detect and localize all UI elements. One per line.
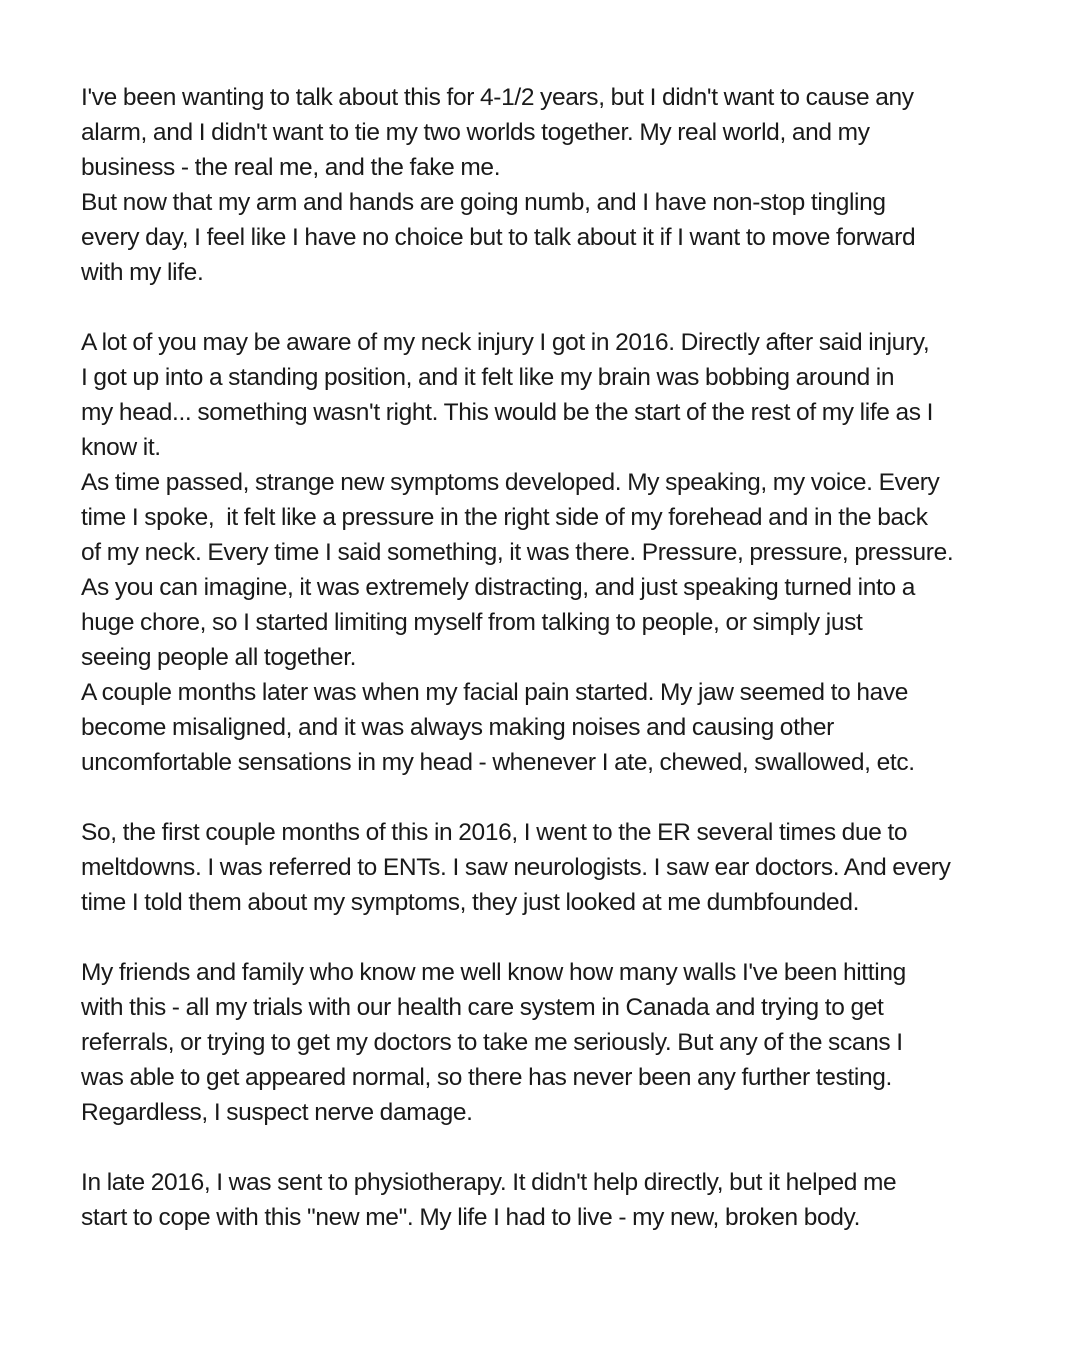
text-line: time I spoke, it felt like a pressure in the right side of my forehead and in the back (81, 504, 928, 531)
text-line: A couple months later was when my facial pain started. My jaw seemed to have (81, 679, 909, 706)
paragraph-break (81, 1130, 1001, 1165)
text-line: of my neck. Every time I said something, it was there. Pressure, pressure, pressure. (81, 539, 954, 566)
text-line: with my life. (81, 259, 204, 286)
text-line: As time passed, strange new symptoms developed. My speaking, my voice. Every (81, 469, 940, 496)
text-line: was able to get appeared normal, so there has never been any further testing. (81, 1064, 892, 1091)
text-line: In late 2016, I was sent to physiotherapy. It didn't help directly, but it helped me (81, 1169, 897, 1196)
text-line: become misaligned, and it was always making noises and causing other (81, 714, 834, 741)
text-line: with this - all my trials with our health care system in Canada and trying to get (81, 994, 884, 1021)
text-line: meltdowns. I was referred to ENTs. I saw neurologists. I saw ear doctors. And every (81, 854, 951, 881)
paragraph-break (81, 920, 1001, 955)
text-line: every day, I feel like I have no choice but to talk about it if I want to move forward (81, 224, 916, 251)
text-line: uncomfortable sensations in my head - whenever I ate, chewed, swallowed, etc. (81, 749, 915, 776)
text-line: A lot of you may be aware of my neck injury I got in 2016. Directly after said injury, (81, 329, 930, 356)
text-line: But now that my arm and hands are going numb, and I have non-stop tingling (81, 189, 886, 216)
text-line: As you can imagine, it was extremely distracting, and just speaking turned into a (81, 574, 915, 601)
text-line: start to cope with this "new me". My life I had to live - my new, broken body. (81, 1204, 861, 1231)
text-line: my head... something wasn't right. This would be the start of the rest of my life as I (81, 399, 934, 426)
text-line: I've been wanting to talk about this for 4-1/2 years, but I didn't want to cause any (81, 84, 914, 111)
text-line: huge chore, so I started limiting myself from talking to people, or simply just (81, 609, 863, 636)
text-line: referrals, or trying to get my doctors to take me seriously. But any of the scans I (81, 1029, 903, 1056)
text-line: alarm, and I didn't want to tie my two worlds together. My real world, and my (81, 119, 870, 146)
paragraph-break (81, 780, 1001, 815)
text-line: seeing people all together. (81, 644, 357, 671)
document-body (81, 80, 1001, 1235)
text-line: So, the first couple months of this in 2016, I went to the ER several times due to (81, 819, 908, 846)
text-line: business - the real me, and the fake me. (81, 154, 501, 181)
text-line: know it. (81, 434, 161, 461)
text-line: My friends and family who know me well know how many walls I've been hitting (81, 959, 906, 986)
paragraph-break (81, 290, 1001, 325)
text-line: I got up into a standing position, and it felt like my brain was bobbing around in (81, 364, 895, 391)
text-line: Regardless, I suspect nerve damage. (81, 1099, 473, 1126)
text-line: time I told them about my symptoms, they just looked at me dumbfounded. (81, 889, 860, 916)
